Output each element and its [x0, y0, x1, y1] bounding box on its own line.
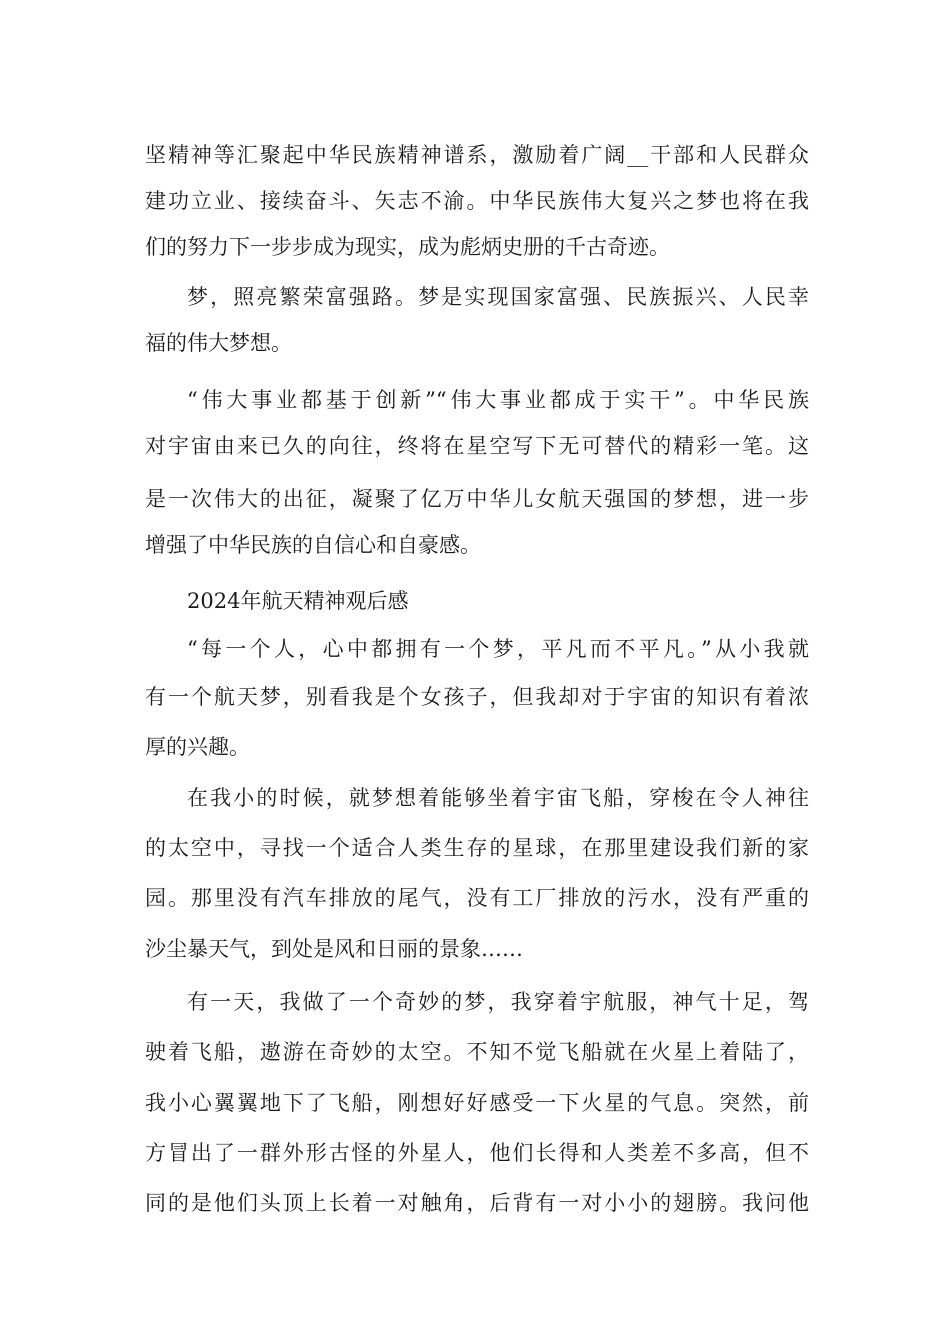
paragraph-line: 是一次伟大的出征，凝聚了亿万中华儿女航天强国的梦想，进一步 — [145, 487, 809, 511]
paragraph-line: 有一个航天梦，别看我是个女孩子，但我却对于宇宙的知识有着浓 — [145, 685, 809, 709]
paragraph-line: 同的是他们头顶上长着一对触角，后背有一对小小的翅膀。我问他 — [145, 1191, 809, 1215]
section-title: 2024年航天精神观后感 — [187, 589, 409, 613]
paragraph-line: 驶着飞船，遨游在奇妙的太空。不知不觉飞船就在火星上着陆了， — [145, 1040, 809, 1064]
paragraph-line: 的太空中，寻找一个适合人类生存的星球，在那里建设我们新的家 — [145, 836, 809, 860]
paragraph-line: 方冒出了一群外形古怪的外星人，他们长得和人类差不多高，但不 — [145, 1141, 809, 1165]
paragraph-line: 增强了中华民族的自信心和自豪感。 — [145, 533, 481, 557]
paragraph-line: 建功立业、接续奋斗、矢志不渝。中华民族伟大复兴之梦也将在我 — [145, 189, 809, 213]
paragraph-line: 沙尘暴天气，到处是风和日丽的景象…… — [145, 937, 523, 961]
paragraph-line: 厚的兴趣。 — [145, 735, 250, 759]
paragraph-line: 园。那里没有汽车排放的尾气，没有工厂排放的污水，没有严重的 — [145, 886, 809, 910]
paragraph-line: 我小心翼翼地下了飞船，刚想好好感受一下火星的气息。突然，前 — [145, 1091, 809, 1115]
paragraph-line: “伟大事业都基于创新”“伟大事业都成于实干”。中华民族 — [187, 388, 809, 412]
paragraph-line: 福的伟大梦想。 — [145, 331, 292, 355]
paragraph-line: 坚精神等汇聚起中华民族精神谱系，激励着广阔__干部和人民群众 — [145, 143, 809, 167]
paragraph-line: 有一天，我做了一个奇妙的梦，我穿着宇航服，神气十足，驾 — [187, 990, 809, 1014]
paragraph-line: 在我小的时候，就梦想着能够坐着宇宙飞船，穿梭在令人神往 — [187, 786, 809, 810]
paragraph-line: 们的努力下一步步成为现实，成为彪炳史册的千古奇迹。 — [145, 235, 670, 259]
paragraph-line: 梦，照亮繁荣富强路。梦是实现国家富强、民族振兴、人民幸 — [187, 285, 809, 309]
paragraph-line: 对宇宙由来已久的向往，终将在星空写下无可替代的精彩一笔。这 — [145, 434, 809, 458]
paragraph-line: “每一个人，心中都拥有一个梦，平凡而不平凡。”从小我就 — [187, 637, 809, 661]
